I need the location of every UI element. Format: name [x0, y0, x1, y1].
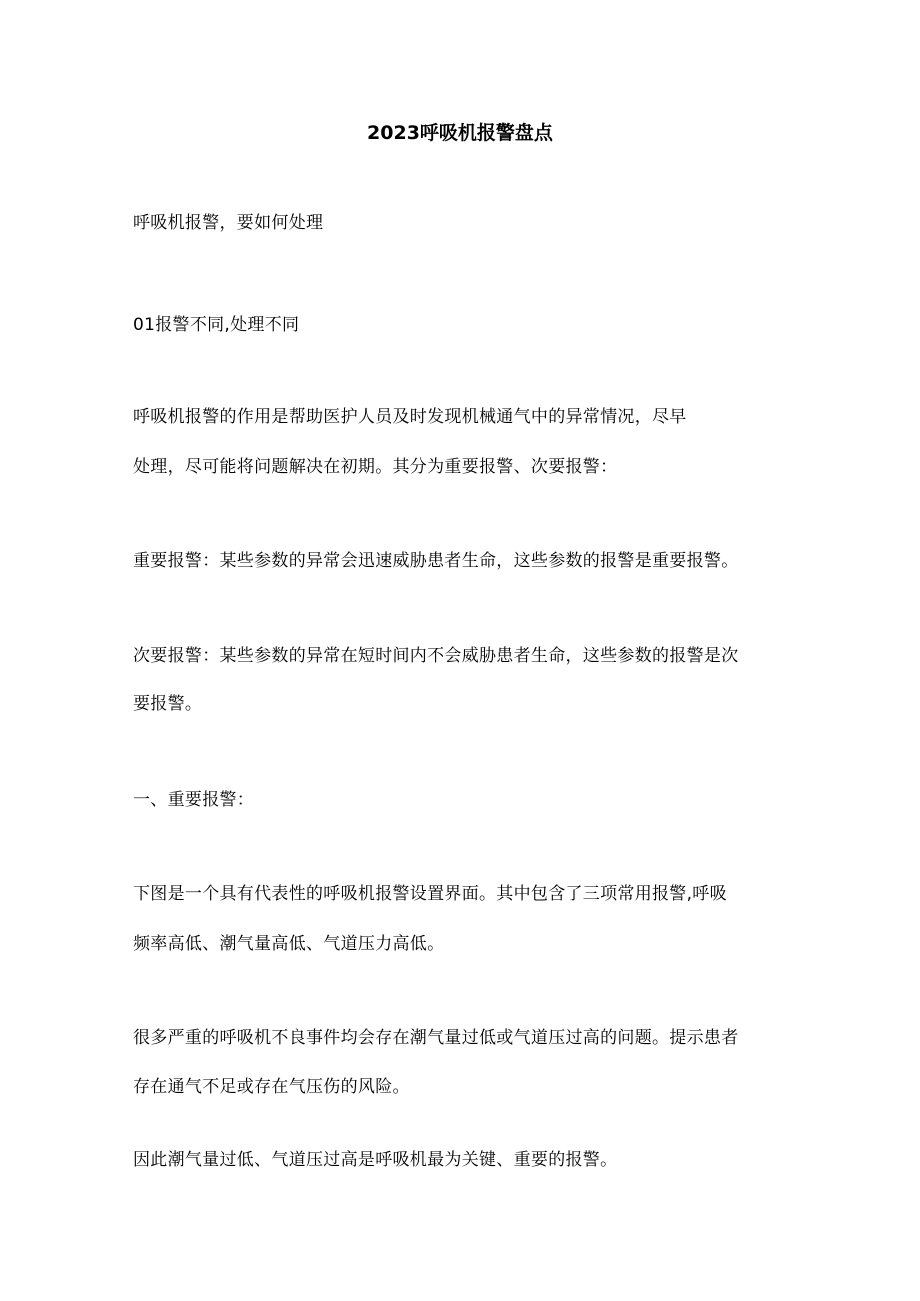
subtitle: 呼吸机报警，要如何处理	[133, 213, 324, 233]
figure-description-line-2: 频率高低、潮气量高低、气道压力高低。	[133, 934, 445, 954]
adverse-events-line-2: 存在通气不足或存在气压伤的风险。	[133, 1077, 410, 1097]
intro-line-1: 呼吸机报警的作用是帮助医护人员及时发现机械通气中的异常情况，尽早	[133, 407, 687, 427]
minor-alarm-definition-line-2: 要报警。	[133, 694, 203, 714]
important-alarm-definition: 重要报警：某些参数的异常会迅速威胁患者生命，这些参数的报警是重要报警。	[133, 551, 739, 571]
conclusion: 因此潮气量过低、气道压过高是呼吸机最为关键、重要的报警。	[133, 1150, 618, 1170]
figure-description-line-1: 下图是一个具有代表性的呼吸机报警设置界面。其中包含了三项常用报警,呼吸	[133, 884, 727, 904]
document-title: 2023呼吸机报警盘点	[367, 122, 553, 144]
important-alarm-heading: 一、重要报警：	[133, 790, 255, 810]
adverse-events-line-1: 很多严重的呼吸机不良事件均会存在潮气量过低或气道压过高的问题。提示患者	[133, 1028, 739, 1048]
intro-line-2: 处理，尽可能将问题解决在初期。其分为重要报警、次要报警：	[133, 457, 618, 477]
minor-alarm-definition-line-1: 次要报警：某些参数的异常在短时间内不会威胁患者生命，这些参数的报警是次	[133, 646, 739, 666]
section-heading: 01报警不同,处理不同	[133, 315, 300, 335]
